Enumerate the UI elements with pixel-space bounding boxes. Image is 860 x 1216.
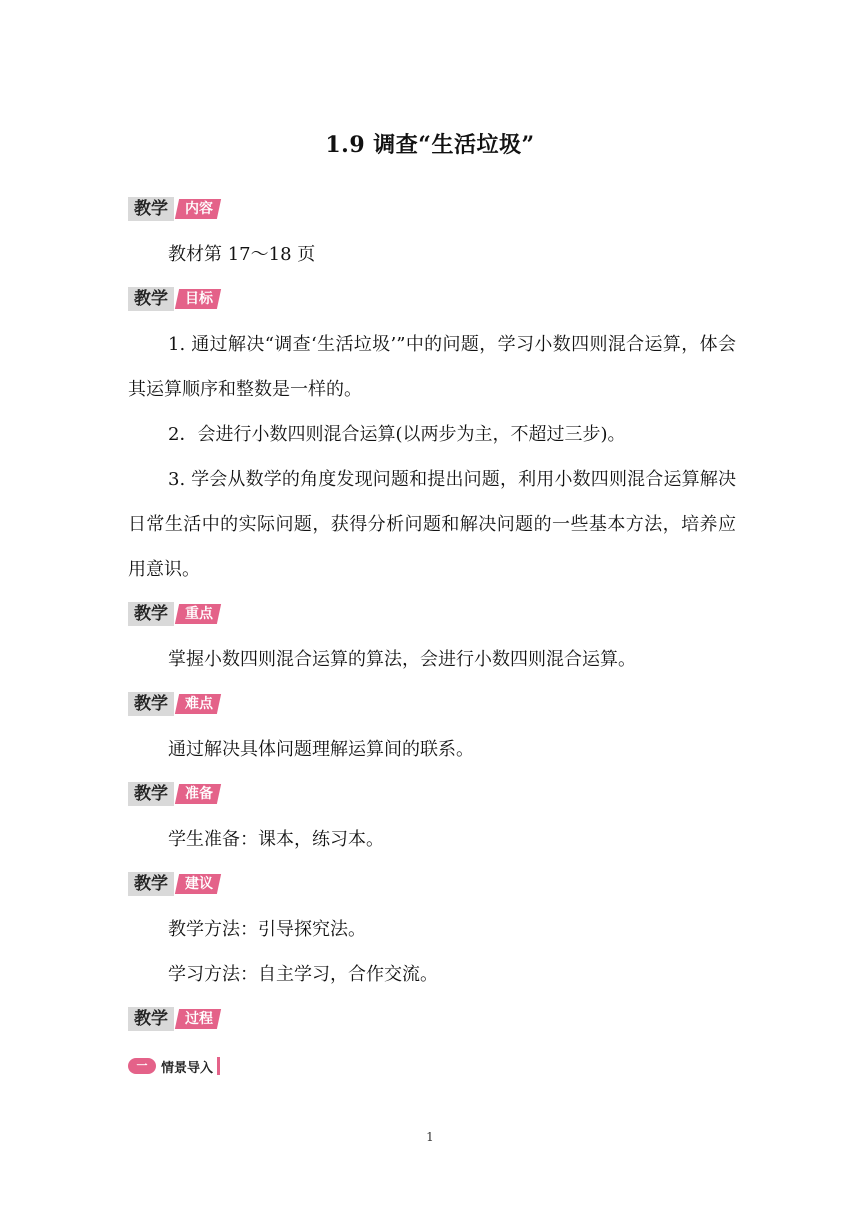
label-teaching-advice bbox=[128, 872, 219, 896]
section-number-pill bbox=[128, 1058, 156, 1074]
label-right: 过程 bbox=[175, 1009, 221, 1029]
label-teaching-difficulty bbox=[128, 692, 219, 716]
label-right: 内容 bbox=[175, 199, 221, 219]
label-teaching-content bbox=[128, 197, 219, 221]
goal-item-1: 1. 通过解决“调查‘生活垃圾’”中的问题，学习小数四则混合运算，体会其运算顺序和整数是一样的。 bbox=[128, 334, 736, 400]
label-left: 教学 bbox=[128, 782, 174, 806]
difficulty-text: 通过解决具体问题理解运算间的联系。 bbox=[168, 739, 474, 760]
label-right: 建议 bbox=[175, 874, 221, 894]
label-teaching-key bbox=[128, 602, 219, 626]
document-title: 1.9 调查“生活垃圾” bbox=[325, 132, 535, 158]
page-number: 1 bbox=[426, 1130, 434, 1144]
label-teaching-process bbox=[128, 1007, 219, 1031]
label-teaching-prep bbox=[128, 782, 219, 806]
label-left: 教学 bbox=[128, 1007, 174, 1031]
label-left: 教学 bbox=[128, 692, 174, 716]
advice-method: 教学方法：引导探究法。 bbox=[168, 919, 366, 940]
label-right: 重点 bbox=[175, 604, 221, 624]
section-bar bbox=[217, 1057, 220, 1075]
key-text: 掌握小数四则混合运算的算法，会进行小数四则混合运算。 bbox=[168, 649, 636, 670]
section-title: 情景导入 bbox=[161, 1060, 214, 1076]
label-left: 教学 bbox=[128, 287, 174, 311]
label-right: 难点 bbox=[175, 694, 221, 714]
label-teaching-goals bbox=[128, 287, 219, 311]
goal-item-3: 3. 学会从数学的角度发现问题和提出问题，利用小数四则混合运算解决日常生活中的实际问题，获得分析问题和解决问题的一些基本方法，培养应用意识。 bbox=[128, 469, 736, 580]
label-right: 准备 bbox=[175, 784, 221, 804]
label-left: 教学 bbox=[128, 197, 174, 221]
label-right: 目标 bbox=[175, 289, 221, 309]
section-heading bbox=[128, 1056, 220, 1076]
goal-item-2: 2．会进行小数四则混合运算(以两步为主，不超过三步)。 bbox=[168, 424, 626, 445]
content-text: 教材第 17～18 页 bbox=[168, 244, 316, 265]
label-left: 教学 bbox=[128, 602, 174, 626]
section-number: 一 bbox=[136, 1059, 148, 1072]
label-left: 教学 bbox=[128, 872, 174, 896]
advice-learning: 学习方法：自主学习，合作交流。 bbox=[168, 964, 438, 985]
prep-text: 学生准备：课本，练习本。 bbox=[168, 829, 384, 850]
